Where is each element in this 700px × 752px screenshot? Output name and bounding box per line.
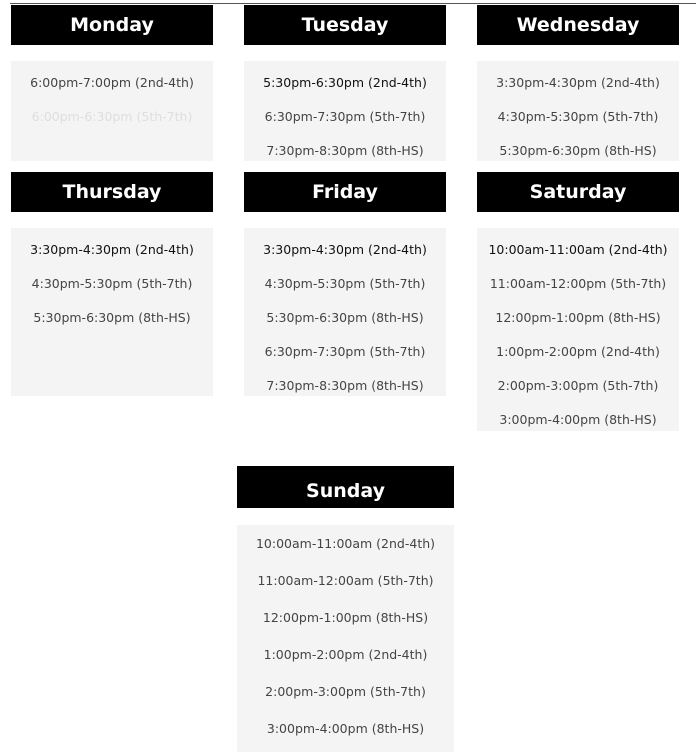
day-card-sunday xyxy=(237,466,454,752)
time-slot: 2:00pm-3:00pm (5th-7th) xyxy=(497,378,659,393)
time-slot: 3:30pm-4:30pm (2nd-4th) xyxy=(263,242,427,257)
time-slot: 7:30pm-8:30pm (8th-HS) xyxy=(266,378,424,393)
time-slot: 6:00pm-7:00pm (2nd-4th) xyxy=(30,75,194,90)
top-divider xyxy=(10,3,696,4)
day-header-friday: Friday xyxy=(244,172,446,212)
day-header-tuesday: Tuesday xyxy=(244,5,446,45)
day-header-sunday: Sunday xyxy=(237,466,454,508)
time-slot: 6:00pm-6:30pm (5th-7th) xyxy=(31,109,193,124)
time-slot: 4:30pm-5:30pm (5th-7th) xyxy=(264,276,426,291)
time-slot: 3:30pm-4:30pm (2nd-4th) xyxy=(496,75,660,90)
time-slot: 4:30pm-5:30pm (5th-7th) xyxy=(497,109,659,124)
day-slots-friday xyxy=(244,228,446,396)
time-slot: 5:30pm-6:30pm (2nd-4th) xyxy=(263,75,427,90)
day-header-thursday: Thursday xyxy=(11,172,213,212)
time-slot: 5:30pm-6:30pm (8th-HS) xyxy=(266,310,424,325)
time-slot: 5:30pm-6:30pm (8th-HS) xyxy=(499,143,657,158)
time-slot: 10:00am-11:00am (2nd-4th) xyxy=(488,242,668,257)
time-slot: 11:00am-12:00am (5th-7th) xyxy=(257,573,434,588)
time-slot: 5:30pm-6:30pm (8th-HS) xyxy=(33,310,191,325)
day-header-monday: Monday xyxy=(11,5,213,45)
day-card-friday xyxy=(244,172,446,396)
day-card-wednesday xyxy=(477,5,679,161)
day-header-wednesday: Wednesday xyxy=(477,5,679,45)
time-slot: 12:00pm-1:00pm (8th-HS) xyxy=(262,610,429,625)
time-slot: 3:30pm-4:30pm (2nd-4th) xyxy=(30,242,194,257)
time-slot: 7:30pm-8:30pm (8th-HS) xyxy=(266,143,424,158)
day-slots-thursday xyxy=(11,228,213,396)
day-slots-saturday xyxy=(477,228,679,431)
time-slot: 1:00pm-2:00pm (2nd-4th) xyxy=(263,647,428,662)
time-slot: 12:00pm-1:00pm (8th-HS) xyxy=(495,310,661,325)
time-slot: 11:00am-12:00pm (5th-7th) xyxy=(489,276,667,291)
day-card-thursday xyxy=(11,172,213,396)
time-slot: 3:00pm-4:00pm (8th-HS) xyxy=(266,721,425,736)
day-slots-tuesday xyxy=(244,61,446,161)
time-slot: 6:30pm-7:30pm (5th-7th) xyxy=(264,344,426,359)
day-slots-monday xyxy=(11,61,213,161)
day-card-saturday xyxy=(477,172,679,431)
day-card-tuesday xyxy=(244,5,446,161)
time-slot: 3:00pm-4:00pm (8th-HS) xyxy=(499,412,657,427)
time-slot: 10:00am-11:00am (2nd-4th) xyxy=(255,536,436,551)
day-header-saturday: Saturday xyxy=(477,172,679,212)
time-slot: 1:00pm-2:00pm (2nd-4th) xyxy=(496,344,660,359)
time-slot: 2:00pm-3:00pm (5th-7th) xyxy=(265,684,426,699)
day-slots-wednesday xyxy=(477,61,679,161)
time-slot: 6:30pm-7:30pm (5th-7th) xyxy=(264,109,426,124)
day-slots-sunday xyxy=(237,525,454,752)
day-card-monday xyxy=(11,5,213,161)
time-slot: 4:30pm-5:30pm (5th-7th) xyxy=(31,276,193,291)
